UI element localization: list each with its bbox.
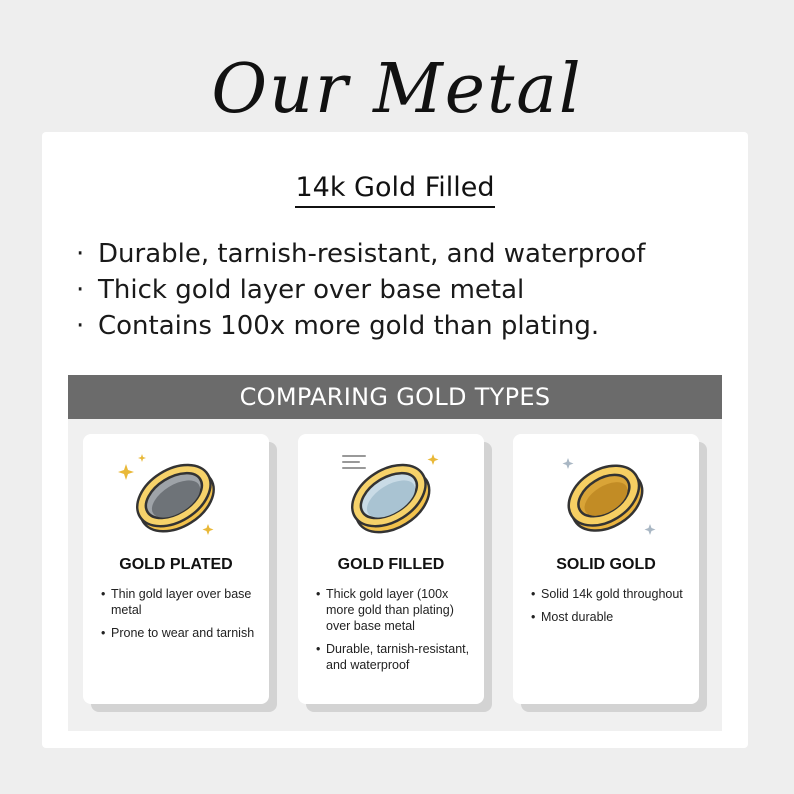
card-point: • Solid 14k gold throughout: [531, 586, 691, 602]
card-gold-filled: [298, 434, 484, 704]
gold-filled-ring-icon: [331, 444, 451, 544]
solid-gold-ring-icon: [546, 444, 666, 544]
card-point: • Thick gold layer (100x more gold than plating) over base metal: [316, 586, 476, 634]
card-points: [101, 586, 261, 648]
card-title: GOLD FILLED: [337, 556, 445, 573]
feature-item: · Durable, tarnish-resistant, and waterproof: [76, 239, 646, 269]
feature-item: · Thick gold layer over base metal: [76, 275, 525, 305]
card-title: GOLD PLATED: [119, 556, 233, 573]
card-title: SOLID GOLD: [556, 556, 656, 573]
gold-plated-ring-icon: [116, 444, 236, 544]
card-points: [316, 586, 476, 680]
card-points: [531, 586, 691, 632]
feature-list: [76, 236, 645, 344]
card-point: • Thin gold layer over base metal: [101, 586, 261, 618]
comparison-heading: COMPARING GOLD TYPES: [68, 375, 722, 419]
comparison-section: [68, 375, 722, 731]
page-title: [0, 30, 794, 150]
card-point: • Prone to wear and tarnish: [101, 625, 261, 641]
page-title-text: Our Metal: [211, 50, 583, 129]
info-panel: [42, 132, 748, 748]
card-solid-gold: [513, 434, 699, 704]
feature-item: · Contains 100x more gold than plating.: [76, 311, 600, 341]
card-point: • Most durable: [531, 609, 691, 625]
metal-subtitle: 14k Gold Filled: [42, 172, 748, 203]
card-gold-plated: [83, 434, 269, 704]
card-point: • Durable, tarnish-resistant, and waterproof: [316, 641, 476, 673]
